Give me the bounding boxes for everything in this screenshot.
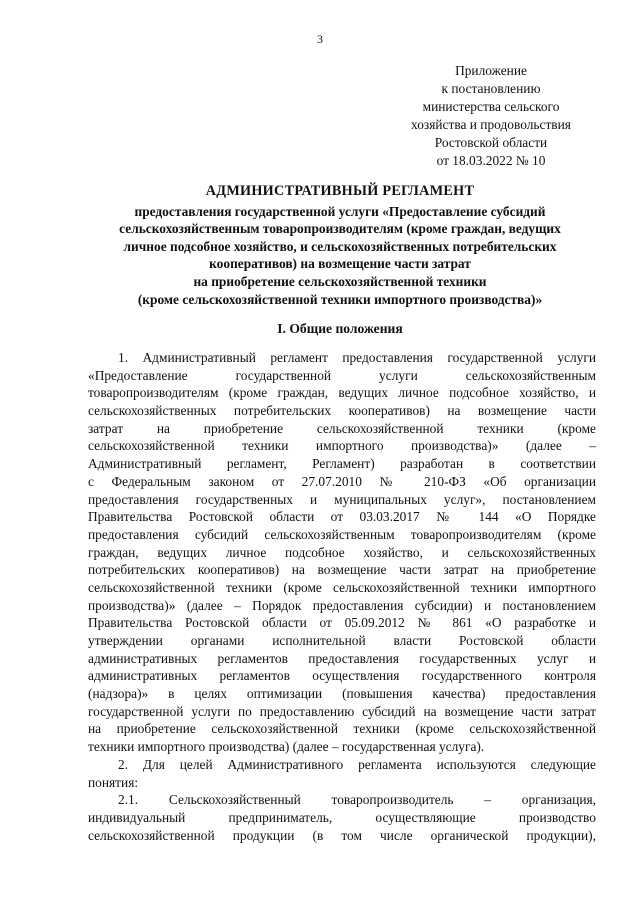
title-line: кооперативов) на возмещение части затрат [209, 256, 471, 272]
body-line: 2. Для целей Административного регламента используются следующие [118, 756, 596, 772]
body-text [88, 349, 596, 844]
body-line: предоставления государственных и муниципальных услуг», постановлением [88, 491, 596, 507]
body-line: государственной услуги по предоставлению субсидий на возмещение части затрат [88, 703, 596, 719]
appendix-block [386, 62, 596, 170]
appendix-line: от 18.03.2022 № 10 [436, 153, 546, 168]
title-line: на приобретение сельскохозяйственной техники [193, 273, 487, 289]
body-line: сельскохозяйственных потребительских кооперативов) на возмещение части [88, 403, 596, 419]
body-line: с Федеральным законом от 27.07.2010 № 210-ФЗ «Об организации [88, 473, 596, 489]
body-line: 2.1. Сельскохозяйственный товаропроизводитель – организация, [118, 792, 596, 808]
page-number: 3 [317, 32, 323, 46]
appendix-line: Приложение [455, 63, 527, 78]
body-line: административных регламентов осуществления государственного контроля [88, 668, 596, 684]
title-line: (кроме сельскохозяйственной техники импортного производства)» [137, 291, 543, 307]
body-line: сельскохозяйственной техники импортного производства)» (далее – [88, 438, 596, 454]
body-line: Административный регламент, Регламент) разработан в соответствии [88, 456, 596, 472]
body-line: 1. Административный регламент предоставления государственной услуги [118, 350, 596, 365]
document-title [60, 183, 620, 308]
title-main: АДМИНИСТРАТИВНЫЙ РЕГЛАМЕНТ [205, 183, 475, 199]
section-heading: I. Общие положения [277, 321, 403, 336]
appendix-line: Ростовской области [434, 135, 548, 150]
body-line: Правительства Ростовской области от 05.09.2012 № 861 «О разработке и [88, 615, 596, 631]
appendix-line: хозяйства и продовольствия [411, 117, 571, 132]
body-line: сельскохозяйственной техники (кроме сельскохозяйственной техники импортного [88, 579, 596, 595]
body-line: административных регламентов предоставления государственных услуг и [88, 650, 596, 666]
body-line: затрат на приобретение сельскохозяйственной техники (кроме [88, 420, 596, 436]
body-line: производства)» (далее – Порядок предоставления субсидии) и постановлением [88, 597, 596, 613]
body-line: товаропроизводителям (кроме граждан, ведущих личное подсобное хозяйство, и [88, 385, 596, 401]
body-line: (надзора)» в целях оптимизации (повышения качества) предоставления [88, 686, 596, 702]
title-line: сельскохозяйственным товаропроизводителям (кроме граждан, ведущих [119, 221, 561, 237]
body-line: сельскохозяйственной продукции (в том числе органической продукции), [88, 827, 596, 843]
body-line: Правительства Ростовской области от 03.03.2017 № 144 «О Порядке [88, 509, 596, 525]
body-line: понятия: [88, 774, 139, 790]
body-line: граждан, ведущих личное подсобное хозяйство, и сельскохозяйственных [88, 544, 596, 560]
body-line: предоставления субсидий сельскохозяйственным товаропроизводителям (кроме [88, 526, 596, 542]
body-line: техники импортного производства) (далее – государственная услуга). [88, 739, 485, 755]
body-line: потребительских кооперативов) на возмещение части затрат на приобретение [88, 562, 596, 578]
body-line: «Предоставление государственной услуги сельскохозяйственным [88, 367, 596, 383]
title-line: личное подсобное хозяйство, и сельскохозяйственных потребительских [123, 238, 557, 254]
appendix-line: к постановлению [441, 81, 541, 96]
title-line: предоставления государственной услуги «Предоставление субсидий [134, 203, 546, 219]
body-line: утверждении органами исполнительной власти Ростовской области [88, 633, 596, 648]
appendix-line: министерства сельского [422, 99, 560, 114]
body-line: индивидуальный предприниматель, осуществляющие производство [88, 809, 596, 825]
body-line: на приобретение сельскохозяйственной техники (кроме сельскохозяйственной [88, 721, 596, 737]
